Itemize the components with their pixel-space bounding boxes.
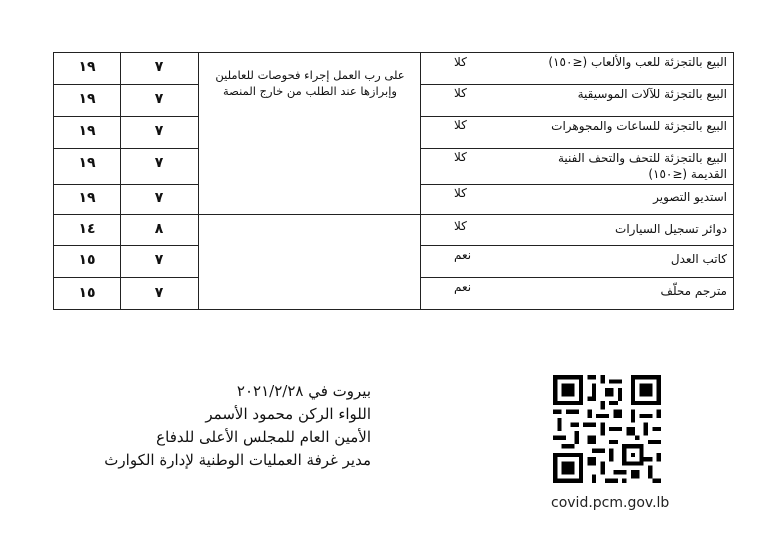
table-cell-col2: ٧ [154,123,164,139]
table-divider [420,277,734,278]
table-cell-col1: ١٩ [78,190,96,206]
qr-code-icon [553,375,661,483]
table-cell-col2: ٧ [154,155,164,171]
table-cell-activity: البيع بالتجزئة للآلات الموسيقية [577,87,727,101]
table-cell-activity: دوائر تسجيل السيارات [615,222,727,236]
table-note: على رب العمل إجراء فحوصات للعاملين وإبرازها عند الطلب من خارج المنصة [215,68,405,98]
table-cell-col1: ١٩ [78,91,96,107]
table-cell-col1: ١٩ [78,59,96,75]
signature-role: مدير غرفة العمليات الوطنية لإدارة الكوارث [104,451,371,469]
table-cell-col2: ٨ [154,221,164,237]
table-cell-col1: ١٥ [78,285,96,301]
table-cell-col2: ٧ [154,252,164,268]
table-divider [54,245,198,246]
table-cell-col1: ١٤ [78,221,96,237]
table-cell-activity: البيع بالتجزئة للتحف والتحف الفنية القديمة (≤١٥٠) [557,151,727,181]
table-cell-activity: استديو التصوير [653,190,727,204]
table-divider [54,184,198,185]
table-divider [54,214,734,215]
table-divider [54,84,198,85]
table-cell-col2: ٧ [154,190,164,206]
table-cell-answer: كلا [454,86,467,100]
website-url[interactable]: covid.pcm.gov.lb [551,495,670,511]
table-divider [54,277,198,278]
table-cell-col1: ١٩ [78,155,96,171]
table-divider [420,116,734,117]
table-cell-activity: البيع بالتجزئة للعب والألعاب (≤١٥٠) [548,55,727,69]
table-cell-col1: ١٩ [78,123,96,139]
table-cell-answer: كلا [454,219,467,233]
activities-table [53,52,734,310]
signature-date: بيروت في ٢٠٢١/٢/٢٨ [236,382,371,400]
table-cell-activity: البيع بالتجزئة للساعات والمجوهرات [551,119,727,133]
table-divider [54,116,198,117]
table-cell-answer: كلا [454,186,467,200]
table-cell-col1: ١٥ [78,252,96,268]
table-divider [420,245,734,246]
table-divider [420,84,734,85]
table-divider [420,184,734,185]
signature-block [51,380,371,472]
table-cell-answer: كلا [454,150,467,164]
table-cell-answer: نعم [454,280,472,294]
signature-title: الأمين العام للمجلس الأعلى للدفاع [156,428,371,446]
table-cell-answer: كلا [454,55,467,69]
table-cell-col2: ٧ [154,91,164,107]
table-cell-answer: كلا [454,118,467,132]
table-cell-activity: مترجم محلّف [660,284,727,298]
table-cell-answer: نعم [454,248,472,262]
table-cell-activity: كاتب العدل [670,252,727,266]
table-cell-col2: ٧ [154,285,164,301]
table-divider [54,148,198,149]
table-divider [420,148,734,149]
table-cell-col2: ٧ [154,59,164,75]
signature-name: اللواء الركن محمود الأسمر [205,405,371,423]
